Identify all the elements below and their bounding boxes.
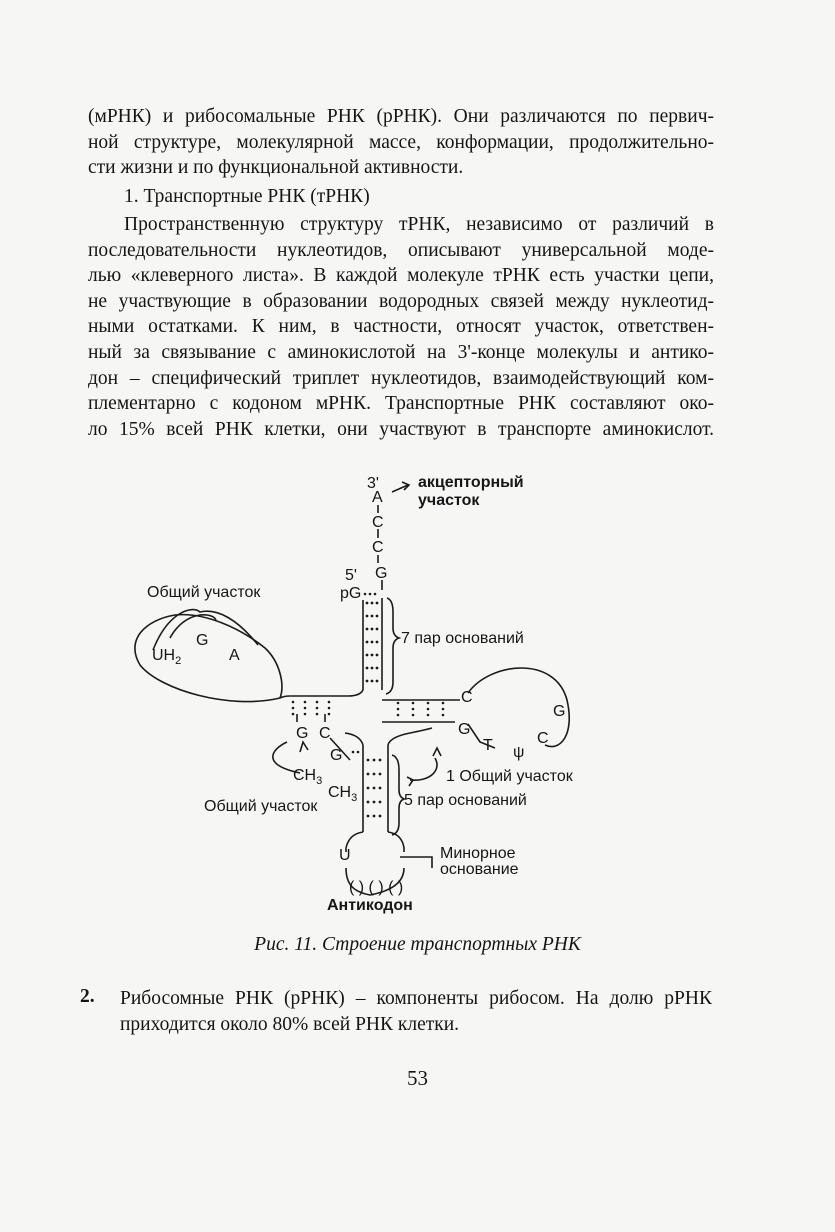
methyl-label xyxy=(328,784,357,804)
pairs5-label: 5 пар оснований xyxy=(404,792,527,809)
text-line: Рибосомные РНК (рРНК) – компоненты рибосом. На долю рРНК xyxy=(120,988,712,1009)
anticodon-triplet: ( ) ( ) ( ) xyxy=(349,879,404,896)
common-region-label: Общий участок xyxy=(204,798,318,815)
end5-label: 5' xyxy=(345,567,357,584)
nucleotide-c: C xyxy=(372,539,384,556)
page-number: 53 xyxy=(407,1066,428,1090)
dihydrouridine-label xyxy=(152,647,181,667)
pg-label: pG xyxy=(340,585,362,602)
methyl-g: G xyxy=(330,747,343,764)
minor-base-label: Минорное xyxy=(440,845,516,862)
text-line: Пространственную структуру тРНК, независимо от различий в xyxy=(124,214,714,235)
list-item-rrna xyxy=(120,986,712,1038)
text-line: последовательности нуклеотидов, описывают универсальной моде- xyxy=(88,239,714,261)
methyl-label xyxy=(293,767,322,787)
anticodon-label: Антикодон xyxy=(327,897,413,914)
end3-label: 3' xyxy=(367,475,379,492)
loop-g: G xyxy=(196,632,209,649)
ch-subscript: 3 xyxy=(316,775,323,787)
nucleotide-a: A xyxy=(372,489,383,506)
text-line: приходится около 80% всей РНК клетки. xyxy=(120,1014,460,1035)
minor-base-label: основание xyxy=(440,861,519,878)
paragraph-intro xyxy=(88,104,714,181)
common-region-label: Общий участок xyxy=(147,584,261,601)
paragraph-trna xyxy=(88,212,714,442)
acceptor-label: акцепторный xyxy=(418,474,524,491)
list-number: 2. xyxy=(80,986,95,1007)
heading-text: 1. Транспортные РНК (тРНК) xyxy=(124,186,370,207)
text-line: лью «клеверного листа». В каждой молекуле тРНК есть участки цепи, xyxy=(88,265,714,287)
t-loop-g: G xyxy=(553,703,566,720)
text-line: сти жизни и по функциональной активности. xyxy=(88,157,464,179)
t-stem-g: G xyxy=(458,721,471,738)
text-line: дон – специфический триплет нуклеотидов, взаимодействующий ком- xyxy=(88,367,714,389)
pairs7-label: 7 пар оснований xyxy=(401,630,524,647)
text-line: не участвующие в образовании водородных связей между нуклеотид- xyxy=(88,290,714,312)
d-stem-g: G xyxy=(296,725,309,742)
common-region-label: 1 Общий участок xyxy=(446,768,573,785)
ch-text: CH xyxy=(293,767,317,784)
ch-text: CH xyxy=(328,784,352,801)
uh-subscript: 2 xyxy=(175,655,182,667)
text-line: плементарно с кодоном мРНК. Транспортные РНК составляют око- xyxy=(88,393,714,415)
ch-subscript: 3 xyxy=(351,792,358,804)
text-line: ный за связывание с аминокислотой на 3'-конце молекулы и антико- xyxy=(88,341,714,363)
figure-caption: Рис. 11. Строение транспортных РНК xyxy=(254,934,581,955)
t-loop-psi: ψ xyxy=(513,744,525,761)
t-stem-c: C xyxy=(461,689,473,706)
uh-text: UH xyxy=(152,647,176,664)
section-heading xyxy=(124,184,544,210)
nucleotide-c: C xyxy=(372,514,384,531)
acceptor-label: участок xyxy=(418,492,480,509)
t-loop-c: C xyxy=(537,730,549,747)
text-line: ло 15% всей РНК клетки, они участвуют в транспорте аминокислот. xyxy=(88,418,714,440)
text-line: ными остатками. К ним, в частности, относят участок, ответствен- xyxy=(88,316,714,338)
t-loop-t: T xyxy=(483,737,493,754)
nucleotide-g: G xyxy=(375,565,388,582)
text-line: ной структуре, молекулярной массе, конформации, продолжительно- xyxy=(88,131,714,153)
d-stem-c: C xyxy=(319,725,331,742)
text-line: (мРНК) и рибосомальные РНК (рРНК). Они различаются по первич- xyxy=(88,106,714,127)
anticodon-loop-u: U xyxy=(339,847,351,864)
loop-a: A xyxy=(229,647,240,664)
